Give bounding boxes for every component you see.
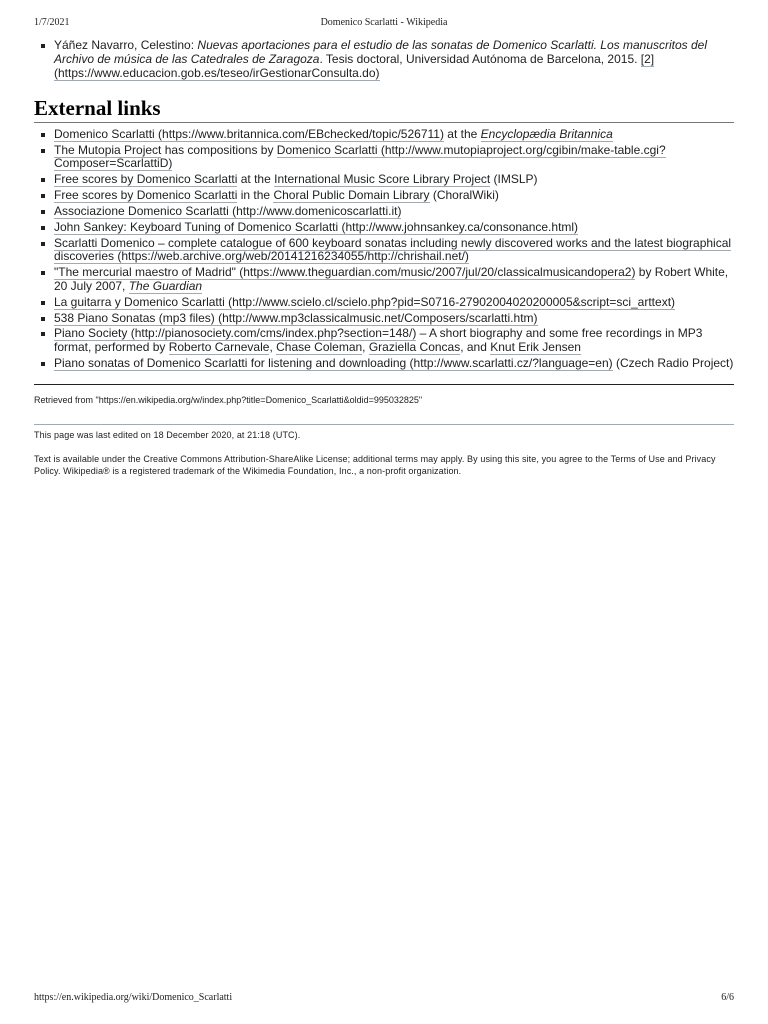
external-link[interactable]: John Sankey: Keyboard Tuning of Domenico Scarlatti (http://www.johnsankey.ca/consonance.html) xyxy=(54,219,579,234)
external-link-item xyxy=(34,221,734,235)
last-edited-notice: This page was last edited on 18 December 2020, at 21:18 (UTC). xyxy=(34,430,301,441)
external-link[interactable]: The Guardian xyxy=(128,278,203,293)
external-link[interactable]: Free scores by Domenico Scarlatti xyxy=(54,188,238,203)
link-text: by Robert White, 20 July 2007, xyxy=(54,265,729,293)
link-text: (IMSLP) xyxy=(490,172,538,187)
external-link[interactable]: Roberto Carnevale xyxy=(168,339,270,354)
link-text: at the xyxy=(443,127,481,141)
external-link[interactable]: Encyclopædia Britannica xyxy=(480,127,613,141)
external-link[interactable]: La guitarra y Domenico Scarlatti (http://www.scielo.cl/scielo.php?pid=S0716-27902004020200005&script=sci_arttext) xyxy=(54,294,676,309)
external-link[interactable]: Chase Coleman xyxy=(276,339,363,354)
external-link[interactable]: Piano Society (http://pianosociety.com/cms/index.php?section=148/) xyxy=(54,326,417,341)
link-text: , and xyxy=(460,339,491,354)
external-link-item xyxy=(34,189,734,203)
external-link-item xyxy=(34,173,734,187)
external-link-item xyxy=(34,296,734,310)
external-link-item xyxy=(34,128,734,142)
external-link[interactable]: Free scores by Domenico Scarlatti xyxy=(54,172,238,187)
external-link-item xyxy=(34,144,734,171)
print-url: https://en.wikipedia.org/wiki/Domenico_Scarlatti xyxy=(34,992,233,1003)
link-text: has compositions by xyxy=(161,142,277,157)
external-links-heading: External links xyxy=(34,96,734,123)
external-link-item xyxy=(34,312,734,326)
print-footer xyxy=(34,992,734,1006)
external-link[interactable]: Graziella Concas xyxy=(368,339,461,354)
references-list xyxy=(34,38,734,80)
link-text: – A short biography and some free recordings in MP3 format, performed by xyxy=(54,326,703,354)
external-link-item xyxy=(34,266,734,293)
reference-item xyxy=(34,38,734,80)
external-link[interactable]: Domenico Scarlatti (https://www.britannica.com/EBchecked/topic/526711) xyxy=(54,127,444,141)
link-text: (Czech Radio Project) xyxy=(612,355,734,370)
article-content xyxy=(34,38,734,477)
license-notice: Text is available under the Creative Commons Attribution-ShareAlike License; additional terms may apply. By using this site, you agree to the Terms of Use and Privacy Policy. Wikipedia® is a registered trademark of the Wikimedia Foundation, Inc., a non-profit organization. xyxy=(34,454,716,477)
external-link-item xyxy=(34,205,734,219)
print-header xyxy=(34,17,734,31)
link-text: , xyxy=(269,339,277,354)
footer-divider xyxy=(34,424,734,425)
print-page-title: Domenico Scarlatti - Wikipedia xyxy=(320,17,448,28)
link-text: , xyxy=(362,339,369,354)
link-text: (ChoralWiki) xyxy=(429,188,499,203)
reference-author: Yáñez Navarro, Celestino: xyxy=(54,38,198,52)
external-link[interactable]: International Music Score Library Project xyxy=(274,172,491,187)
link-text: at the xyxy=(237,172,275,187)
external-link-item xyxy=(34,237,734,264)
external-link[interactable]: Domenico Scarlatti (http://www.mutopiaproject.org/cgibin/make-table.cgi?Composer=ScarlattiD) xyxy=(54,142,666,171)
reference-link[interactable]: [2] (https://www.educacion.gob.es/teseo/irGestionarConsulta.do) xyxy=(54,52,655,80)
retrieved-from: Retrieved from "https://en.wikipedia.org/w/index.php?title=Domenico_Scarlatti&oldid=995032825" xyxy=(34,395,423,406)
content-divider xyxy=(34,384,734,385)
page-number: 6/6 xyxy=(721,992,734,1003)
print-date: 1/7/2021 xyxy=(34,17,70,28)
external-link[interactable]: 538 Piano Sonatas (mp3 files) (http://www.mp3classicalmusic.net/Composers/scarlatti.htm) xyxy=(54,310,538,325)
link-text: in the xyxy=(237,188,274,203)
external-link[interactable]: Knut Erik Jensen xyxy=(490,339,581,354)
external-link[interactable]: Associazione Domenico Scarlatti (http://www.domenicoscarlatti.it) xyxy=(54,204,402,219)
external-link-item xyxy=(34,357,734,371)
external-link-item xyxy=(34,327,734,354)
external-links-list xyxy=(34,128,734,370)
external-link[interactable]: Piano sonatas of Domenico Scarlatti for listening and downloading (http://www.scarlatti.cz/?language=en) xyxy=(54,355,613,370)
external-link[interactable]: Choral Public Domain Library xyxy=(273,188,430,203)
reference-title: Nuevas aportaciones para el estudio de las sonatas de Domenico Scarlatti. Los manuscritos del Archivo de música de las Catedrales de Zaragoza xyxy=(54,38,708,66)
external-link[interactable]: The Mutopia Project xyxy=(54,142,162,157)
reference-rest: . Tesis doctoral, Universidad Autónoma de Barcelona, 2015. xyxy=(319,52,641,66)
external-link[interactable]: Scarlatti Domenico – complete catalogue of 600 keyboard sonatas including newly discovered works and the latest biographical discoveries (https://web.archive.org/web/20141216234055/http://chrishail.net/) xyxy=(54,235,732,264)
external-link[interactable]: "The mercurial maestro of Madrid" (https://www.theguardian.com/music/2007/jul/20/classicalmusicandopera2) xyxy=(54,265,636,280)
